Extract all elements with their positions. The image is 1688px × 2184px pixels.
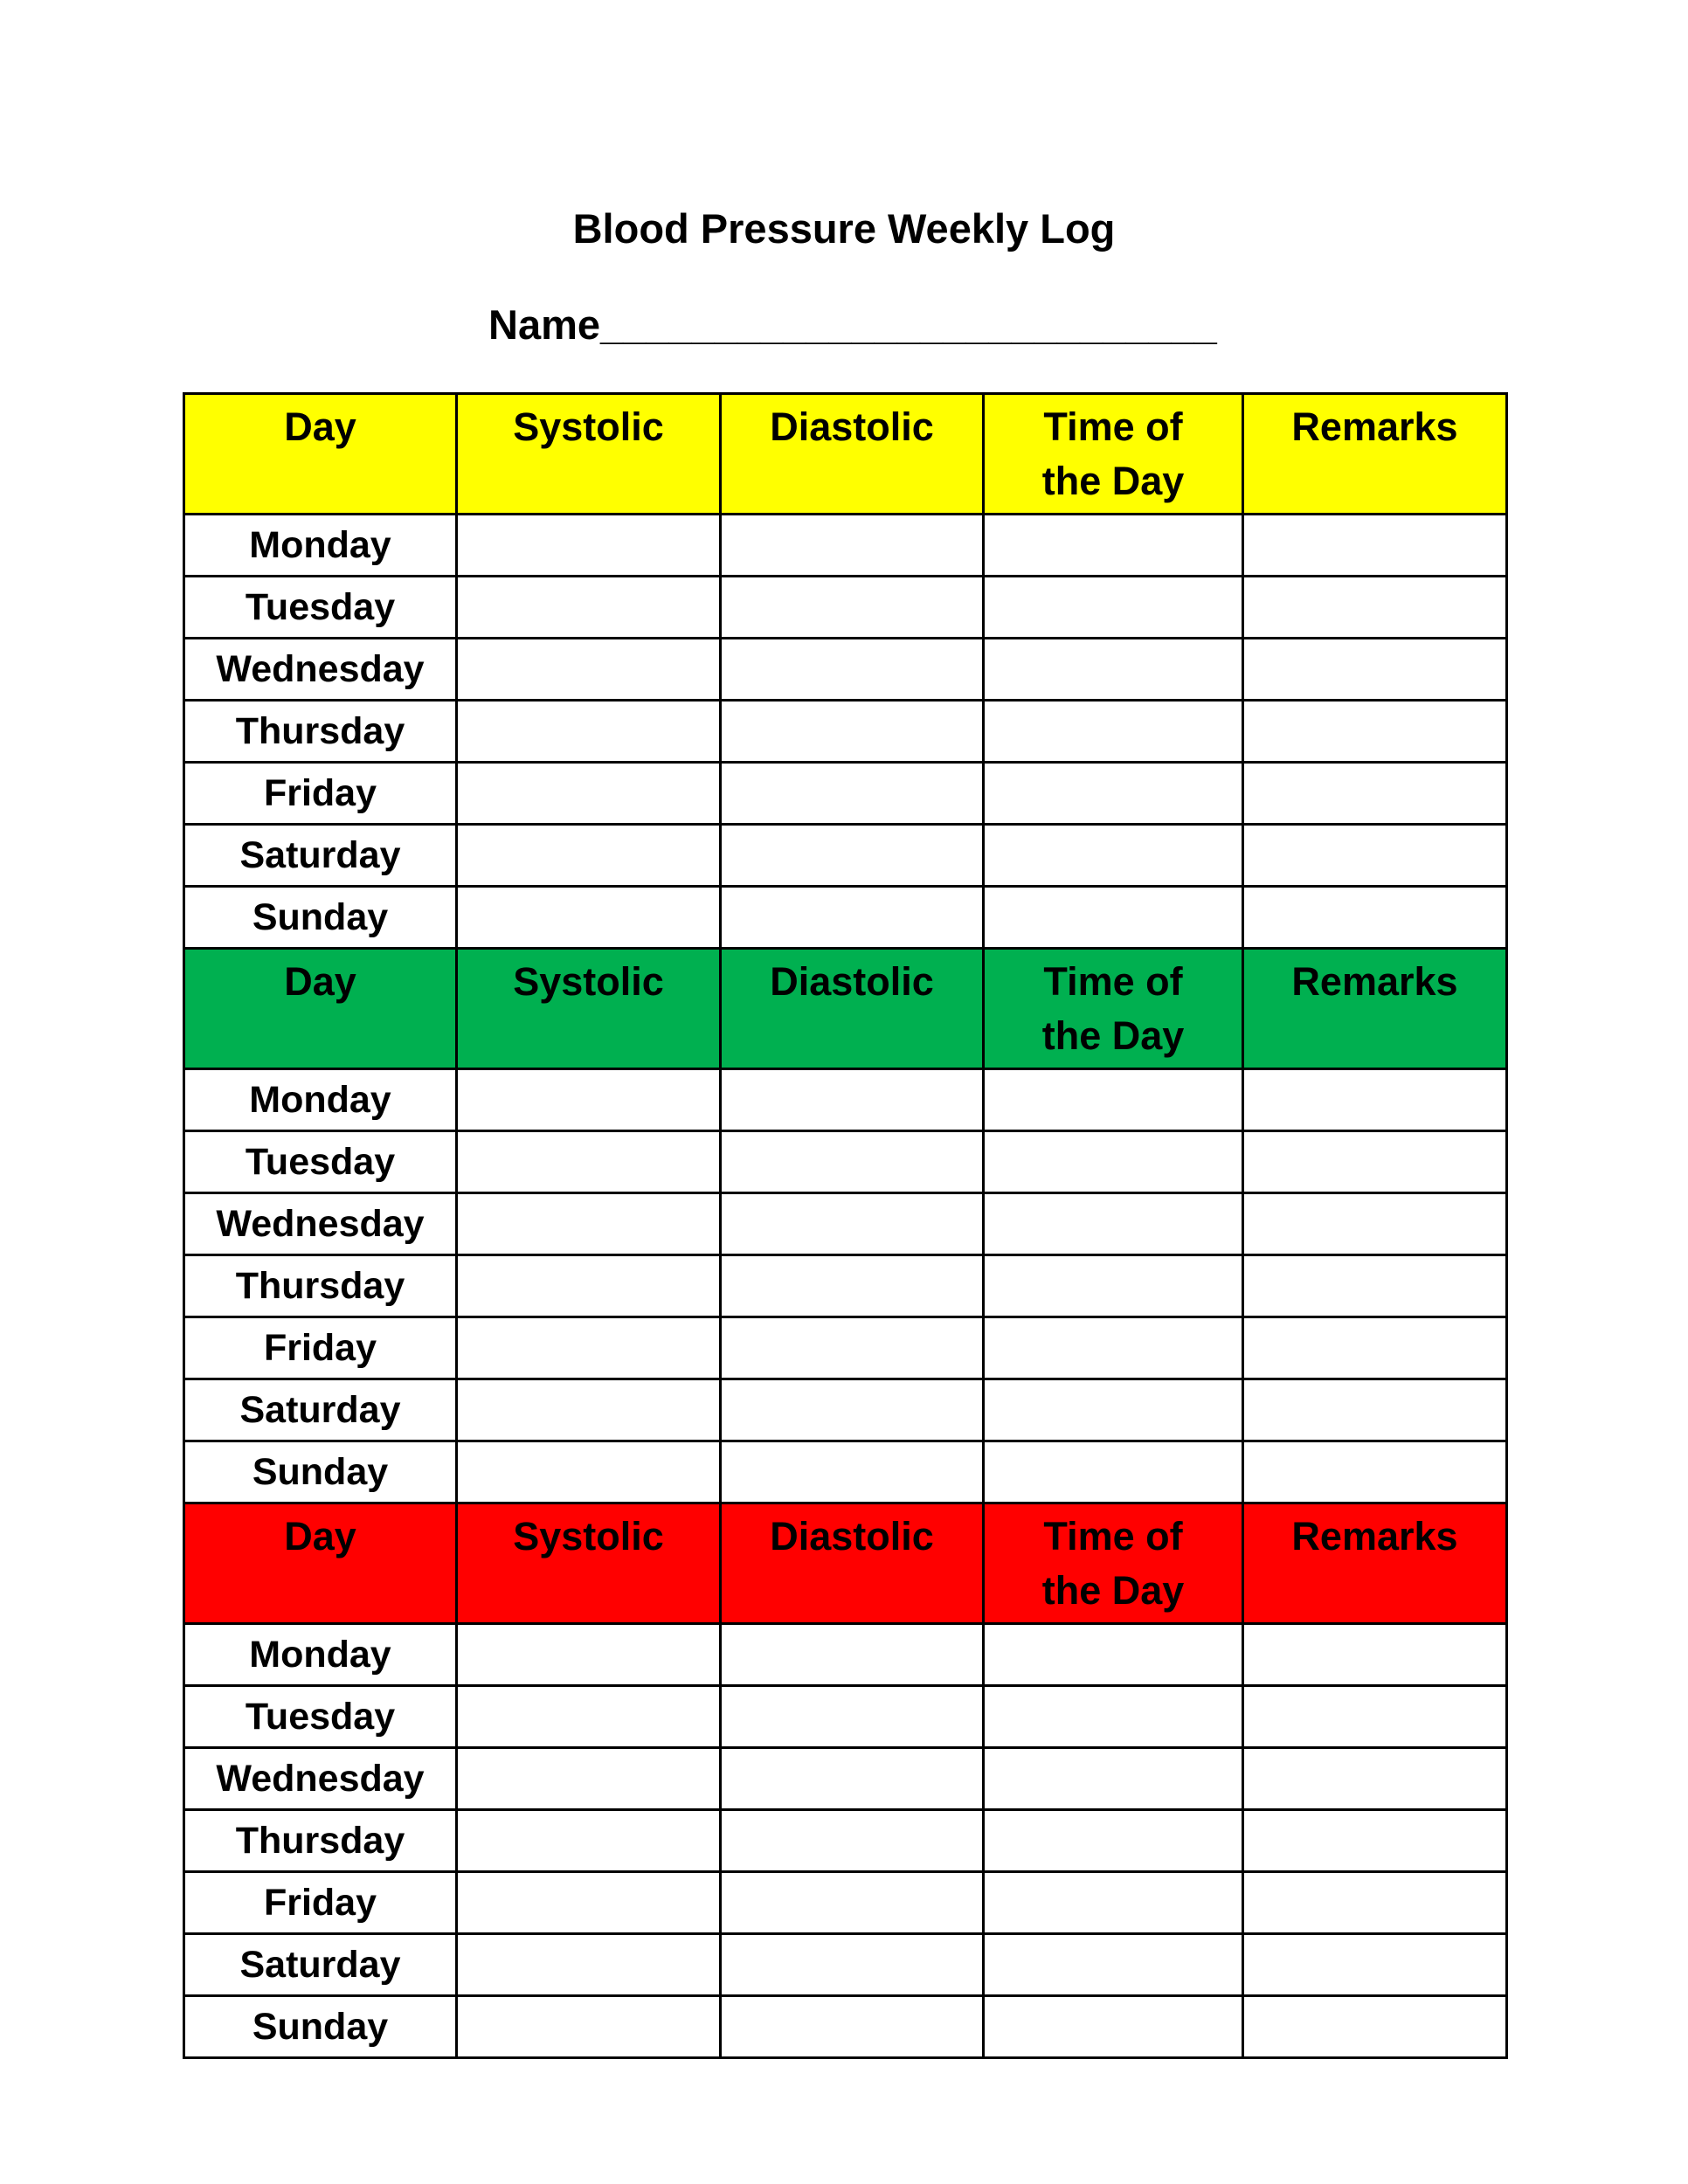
day-label: Saturday [184,825,457,887]
column-header-systolic-text: Systolic [513,404,664,449]
remarks-entry-cell[interactable] [1243,1686,1507,1748]
day-row [184,639,1507,701]
name-blank-field[interactable]: ___________________________ [600,301,1217,348]
day-row [184,825,1507,887]
day-row [184,577,1507,639]
day-label: Thursday [184,1255,457,1317]
time-of-day-entry-cell[interactable] [984,825,1243,887]
diastolic-entry-cell[interactable] [721,577,984,639]
day-label: Wednesday [184,639,457,701]
column-header-time-of-day [984,949,1243,1069]
remarks-entry-cell[interactable] [1243,1872,1507,1934]
header-row-week-3 [184,1503,1507,1624]
remarks-entry-cell[interactable] [1243,701,1507,763]
diastolic-entry-cell[interactable] [721,1379,984,1441]
diastolic-entry-cell[interactable] [721,1317,984,1379]
day-row [184,763,1507,825]
time-of-day-entry-cell[interactable] [984,1934,1243,1996]
remarks-entry-cell[interactable] [1243,1441,1507,1503]
column-header-diastolic-text: Diastolic [770,959,934,1004]
time-of-day-entry-cell[interactable] [984,1131,1243,1193]
time-of-day-entry-cell[interactable] [984,1069,1243,1131]
header-row-week-2 [184,949,1507,1069]
remarks-entry-cell[interactable] [1243,1255,1507,1317]
diastolic-entry-cell[interactable] [721,1441,984,1503]
systolic-entry-cell[interactable] [457,1686,721,1748]
remarks-entry-cell[interactable] [1243,763,1507,825]
column-header-diastolic-text: Diastolic [770,1514,934,1559]
time-of-day-entry-cell[interactable] [984,887,1243,949]
column-header-systolic-text: Systolic [513,959,664,1004]
page-title: Blood Pressure Weekly Log [572,205,1116,252]
time-of-day-entry-cell[interactable] [984,701,1243,763]
header-row-week-1 [184,394,1507,515]
column-header-time-of-day [984,394,1243,515]
name-label: Name [488,301,601,348]
systolic-entry-cell[interactable] [457,515,721,577]
systolic-entry-cell[interactable] [457,1872,721,1934]
column-header-time-of-day [984,1503,1243,1624]
time-of-day-entry-cell[interactable] [984,1748,1243,1810]
remarks-entry-cell[interactable] [1243,1996,1507,2058]
column-header-day-text: Day [284,1514,356,1559]
systolic-entry-cell[interactable] [457,1379,721,1441]
day-row [184,1934,1507,1996]
diastolic-entry-cell[interactable] [721,1996,984,2058]
column-header-remarks [1243,1503,1507,1624]
column-header-diastolic [721,394,984,515]
day-label: Friday [184,1872,457,1934]
diastolic-entry-cell[interactable] [721,1872,984,1934]
column-header-systolic [457,949,721,1069]
time-of-day-entry-cell[interactable] [984,1193,1243,1255]
remarks-entry-cell[interactable] [1243,515,1507,577]
diastolic-entry-cell[interactable] [721,1193,984,1255]
day-row [184,1317,1507,1379]
day-label: Thursday [184,1810,457,1872]
day-row [184,1748,1507,1810]
column-header-remarks-text: Remarks [1291,404,1458,449]
day-row [184,1255,1507,1317]
systolic-entry-cell[interactable] [457,1069,721,1131]
time-of-day-entry-cell[interactable] [984,639,1243,701]
column-header-time-of-day-text: Time of [1043,1514,1183,1559]
diastolic-entry-cell[interactable] [721,825,984,887]
day-label: Wednesday [184,1748,457,1810]
day-row [184,1872,1507,1934]
time-of-day-entry-cell[interactable] [984,763,1243,825]
systolic-entry-cell[interactable] [457,825,721,887]
diastolic-entry-cell[interactable] [721,515,984,577]
day-row [184,515,1507,577]
diastolic-entry-cell[interactable] [721,1069,984,1131]
column-header-day [184,394,457,515]
diastolic-entry-cell[interactable] [721,1748,984,1810]
bp-log-table [183,392,1508,2059]
column-header-systolic-text: Systolic [513,1514,664,1559]
day-row [184,1810,1507,1872]
day-label: Sunday [184,1441,457,1503]
remarks-entry-cell[interactable] [1243,1810,1507,1872]
day-row [184,1996,1507,2058]
remarks-entry-cell[interactable] [1243,1934,1507,1996]
remarks-entry-cell[interactable] [1243,1317,1507,1379]
column-header-time-of-day-text: the Day [1041,1568,1185,1614]
diastolic-entry-cell[interactable] [721,1810,984,1872]
day-label: Saturday [184,1379,457,1441]
day-row [184,1686,1507,1748]
column-header-diastolic [721,949,984,1069]
diastolic-entry-cell[interactable] [721,1934,984,1996]
day-row [184,1193,1507,1255]
diastolic-entry-cell[interactable] [721,639,984,701]
column-header-time-of-day-text: the Day [1041,459,1185,504]
systolic-entry-cell[interactable] [457,1131,721,1193]
day-label: Tuesday [184,1131,457,1193]
time-of-day-entry-cell[interactable] [984,1810,1243,1872]
systolic-entry-cell[interactable] [457,887,721,949]
day-row [184,701,1507,763]
day-label: Saturday [184,1934,457,1996]
systolic-entry-cell[interactable] [457,1193,721,1255]
systolic-entry-cell[interactable] [457,763,721,825]
time-of-day-entry-cell[interactable] [984,1317,1243,1379]
systolic-entry-cell[interactable] [457,1441,721,1503]
day-row [184,1131,1507,1193]
remarks-entry-cell[interactable] [1243,1069,1507,1131]
column-header-remarks-text: Remarks [1291,959,1458,1004]
week-section-week-1 [184,394,1507,949]
day-label: Monday [184,515,457,577]
column-header-day-text: Day [284,959,356,1004]
systolic-entry-cell[interactable] [457,1934,721,1996]
systolic-entry-cell[interactable] [457,1996,721,2058]
time-of-day-entry-cell[interactable] [984,515,1243,577]
systolic-entry-cell[interactable] [457,1255,721,1317]
systolic-entry-cell[interactable] [457,1624,721,1686]
day-label: Tuesday [184,577,457,639]
remarks-entry-cell[interactable] [1243,887,1507,949]
remarks-entry-cell[interactable] [1243,1193,1507,1255]
column-header-remarks [1243,394,1507,515]
remarks-entry-cell[interactable] [1243,1379,1507,1441]
diastolic-entry-cell[interactable] [721,763,984,825]
column-header-diastolic [721,1503,984,1624]
time-of-day-entry-cell[interactable] [984,1255,1243,1317]
day-label: Wednesday [184,1193,457,1255]
time-of-day-entry-cell[interactable] [984,1996,1243,2058]
systolic-entry-cell[interactable] [457,1810,721,1872]
column-header-day [184,1503,457,1624]
day-label: Monday [184,1069,457,1131]
column-header-day [184,949,457,1069]
time-of-day-entry-cell[interactable] [984,1441,1243,1503]
column-header-remarks [1243,949,1507,1069]
diastolic-entry-cell[interactable] [721,1255,984,1317]
time-of-day-entry-cell[interactable] [984,1379,1243,1441]
day-row [184,1624,1507,1686]
day-row [184,1379,1507,1441]
diastolic-entry-cell[interactable] [721,1624,984,1686]
day-row [184,887,1507,949]
diastolic-entry-cell[interactable] [721,701,984,763]
time-of-day-entry-cell[interactable] [984,577,1243,639]
column-header-time-of-day-text: Time of [1043,959,1183,1004]
remarks-entry-cell[interactable] [1243,825,1507,887]
remarks-entry-cell[interactable] [1243,577,1507,639]
remarks-entry-cell[interactable] [1243,1624,1507,1686]
day-label: Thursday [184,701,457,763]
time-of-day-entry-cell[interactable] [984,1872,1243,1934]
week-section-week-3 [184,1503,1507,2058]
day-row [184,1441,1507,1503]
systolic-entry-cell[interactable] [457,639,721,701]
systolic-entry-cell[interactable] [457,577,721,639]
day-label: Tuesday [184,1686,457,1748]
diastolic-entry-cell[interactable] [721,887,984,949]
column-header-time-of-day-text: Time of [1043,404,1183,449]
column-header-time-of-day-text: the Day [1041,1013,1185,1059]
day-label: Friday [184,1317,457,1379]
week-section-week-2 [184,949,1507,1503]
name-line [488,301,1217,349]
systolic-entry-cell[interactable] [457,701,721,763]
column-header-systolic [457,1503,721,1624]
time-of-day-entry-cell[interactable] [984,1686,1243,1748]
systolic-entry-cell[interactable] [457,1317,721,1379]
remarks-entry-cell[interactable] [1243,1131,1507,1193]
diastolic-entry-cell[interactable] [721,1686,984,1748]
day-label: Sunday [184,1996,457,2058]
systolic-entry-cell[interactable] [457,1748,721,1810]
day-label: Sunday [184,887,457,949]
column-header-diastolic-text: Diastolic [770,404,934,449]
remarks-entry-cell[interactable] [1243,639,1507,701]
day-label: Friday [184,763,457,825]
column-header-systolic [457,394,721,515]
time-of-day-entry-cell[interactable] [984,1624,1243,1686]
day-label: Monday [184,1624,457,1686]
column-header-remarks-text: Remarks [1291,1514,1458,1559]
remarks-entry-cell[interactable] [1243,1748,1507,1810]
day-row [184,1069,1507,1131]
column-header-day-text: Day [284,404,356,449]
diastolic-entry-cell[interactable] [721,1131,984,1193]
